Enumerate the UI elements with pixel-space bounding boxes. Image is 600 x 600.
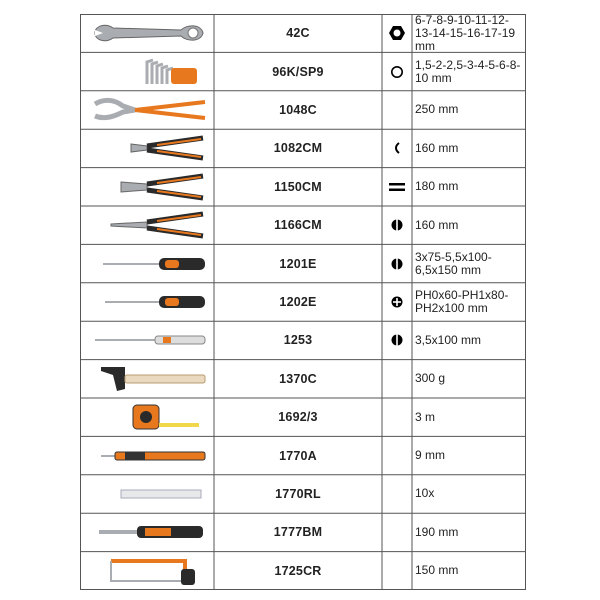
spec-cell: [412, 360, 526, 398]
tool-image-cell: [80, 436, 214, 474]
article-code: 1770A: [279, 448, 317, 463]
article-code-cell: [214, 52, 382, 90]
spec-text: 1,5-2-2,5-3-4-5-6-8-10 mm: [415, 57, 521, 85]
article-code: 1253: [283, 333, 313, 348]
table-row: [80, 129, 526, 167]
diagonal-cutters-icon: [85, 132, 209, 164]
spec-cell: [412, 321, 526, 359]
hacksaw-icon: [85, 555, 209, 587]
symbol-cell: [382, 475, 412, 513]
article-code: 1692/3: [278, 410, 318, 425]
spec-text: 3,5x100 mm: [415, 332, 482, 347]
spec-cell: [412, 244, 526, 282]
table-row: [80, 168, 526, 206]
article-code-cell: [214, 168, 382, 206]
article-code-cell: [214, 513, 382, 551]
article-code: 42C: [286, 26, 310, 41]
tool-list-table: [80, 14, 526, 590]
spec-text: PH0x60-PH1x80-PH2x100 mm: [415, 287, 509, 315]
flat-jaw-icon: [388, 180, 406, 194]
tool-image-cell: [80, 360, 214, 398]
spec-text: 250 mm: [415, 102, 459, 117]
table-row: [80, 321, 526, 359]
spec-text: 150 mm: [415, 563, 459, 578]
table-row: [80, 244, 526, 282]
article-code: 1725CR: [274, 563, 322, 578]
tool-image-cell: [80, 206, 214, 244]
spec-cell: [412, 14, 526, 52]
symbol-cell: [382, 436, 412, 474]
hex-nut-icon: [389, 25, 405, 41]
ring-icon: [390, 65, 404, 79]
spec-text: 10x: [415, 486, 435, 501]
spec-text: 180 mm: [415, 179, 459, 194]
spec-cell: [412, 168, 526, 206]
slotted-head-icon: [390, 333, 404, 347]
symbol-cell: [382, 321, 412, 359]
utility-knife-icon: [85, 444, 209, 468]
hammer-icon: [85, 363, 209, 395]
article-code-cell: [214, 552, 382, 590]
tool-image-cell: [80, 475, 214, 513]
spec-cell: [412, 52, 526, 90]
table-row: [80, 513, 526, 551]
round-jaw-icon: [390, 218, 404, 232]
spec-cell: [412, 129, 526, 167]
symbol-cell: [382, 168, 412, 206]
slotted-head-icon: [390, 257, 404, 271]
table-row: [80, 206, 526, 244]
tool-image-cell: [80, 283, 214, 321]
article-code: 1166CM: [274, 218, 322, 233]
article-code: 1202E: [279, 294, 317, 309]
spec-text: 300 g: [415, 371, 446, 386]
symbol-cell: [382, 513, 412, 551]
symbol-cell: [382, 283, 412, 321]
tool-image-cell: [80, 321, 214, 359]
article-code: 96K/SP9: [272, 64, 324, 79]
symbol-cell: [382, 552, 412, 590]
spec-cell: [412, 206, 526, 244]
spare-blades-icon: [85, 482, 209, 506]
symbol-cell: [382, 14, 412, 52]
spec-cell: [412, 475, 526, 513]
spec-text: 160 mm: [415, 217, 459, 232]
article-code-cell: [214, 206, 382, 244]
spec-text: 160 mm: [415, 140, 459, 155]
spec-cell: [412, 436, 526, 474]
spec-cell: [412, 91, 526, 129]
table-row: [80, 52, 526, 90]
symbol-cell: [382, 129, 412, 167]
tool-image-cell: [80, 52, 214, 90]
table-row: [80, 283, 526, 321]
article-code: 1770RL: [275, 486, 321, 501]
article-code: 1777BM: [273, 525, 323, 540]
symbol-cell: [382, 244, 412, 282]
table-row: [80, 14, 526, 52]
spec-cell: [412, 283, 526, 321]
tool-image-cell: [80, 129, 214, 167]
symbol-cell: [382, 360, 412, 398]
phillips-screwdriver-icon: [85, 290, 209, 314]
spec-text: 3x75-5,5x100-6,5x150 mm: [415, 249, 492, 277]
article-code-cell: [214, 244, 382, 282]
spec-text: 190 mm: [415, 524, 459, 539]
spec-cell: [412, 513, 526, 551]
cutting-edge-icon: [390, 141, 404, 155]
combination-pliers-icon: [85, 171, 209, 203]
needle-nose-pliers-icon: [85, 209, 209, 241]
hex-key-set-icon: [85, 56, 209, 88]
flat-screwdriver-icon: [85, 252, 209, 276]
article-code-cell: [214, 360, 382, 398]
article-code-cell: [214, 91, 382, 129]
table-row: [80, 360, 526, 398]
symbol-cell: [382, 206, 412, 244]
phillips-head-icon: [390, 295, 404, 309]
article-code: 1082CM: [273, 141, 323, 156]
article-code: 1150CM: [274, 179, 322, 194]
table-row: [80, 552, 526, 590]
spec-text: 9 mm: [415, 448, 445, 463]
combination-wrench-icon: [85, 18, 209, 48]
symbol-cell: [382, 398, 412, 436]
tool-image-cell: [80, 552, 214, 590]
tool-image-cell: [80, 14, 214, 52]
tool-image-cell: [80, 513, 214, 551]
article-code-cell: [214, 321, 382, 359]
symbol-cell: [382, 52, 412, 90]
spec-cell: [412, 398, 526, 436]
voltage-tester-icon: [85, 328, 209, 352]
article-code-cell: [214, 129, 382, 167]
tool-image-cell: [80, 244, 214, 282]
wire-stripper-icon: [85, 520, 209, 544]
table-row: [80, 436, 526, 474]
article-code-cell: [214, 14, 382, 52]
tool-image-cell: [80, 398, 214, 436]
article-code-cell: [214, 475, 382, 513]
slip-joint-pliers-icon: [85, 94, 209, 126]
table-row: [80, 475, 526, 513]
table-row: [80, 91, 526, 129]
article-code: 1201E: [279, 256, 317, 271]
article-code-cell: [214, 436, 382, 474]
table-row: [80, 398, 526, 436]
article-code-cell: [214, 398, 382, 436]
spec-text: 3 m: [415, 409, 436, 424]
article-code: 1370C: [279, 371, 317, 386]
tape-measure-icon: [85, 401, 209, 433]
symbol-cell: [382, 91, 412, 129]
article-code: 1048C: [279, 102, 317, 117]
article-code-cell: [214, 283, 382, 321]
tool-image-cell: [80, 91, 214, 129]
spec-cell: [412, 552, 526, 590]
tool-image-cell: [80, 168, 214, 206]
spec-text: 6-7-8-9-10-11-12-13-14-15-16-17-19 mm: [415, 12, 516, 53]
